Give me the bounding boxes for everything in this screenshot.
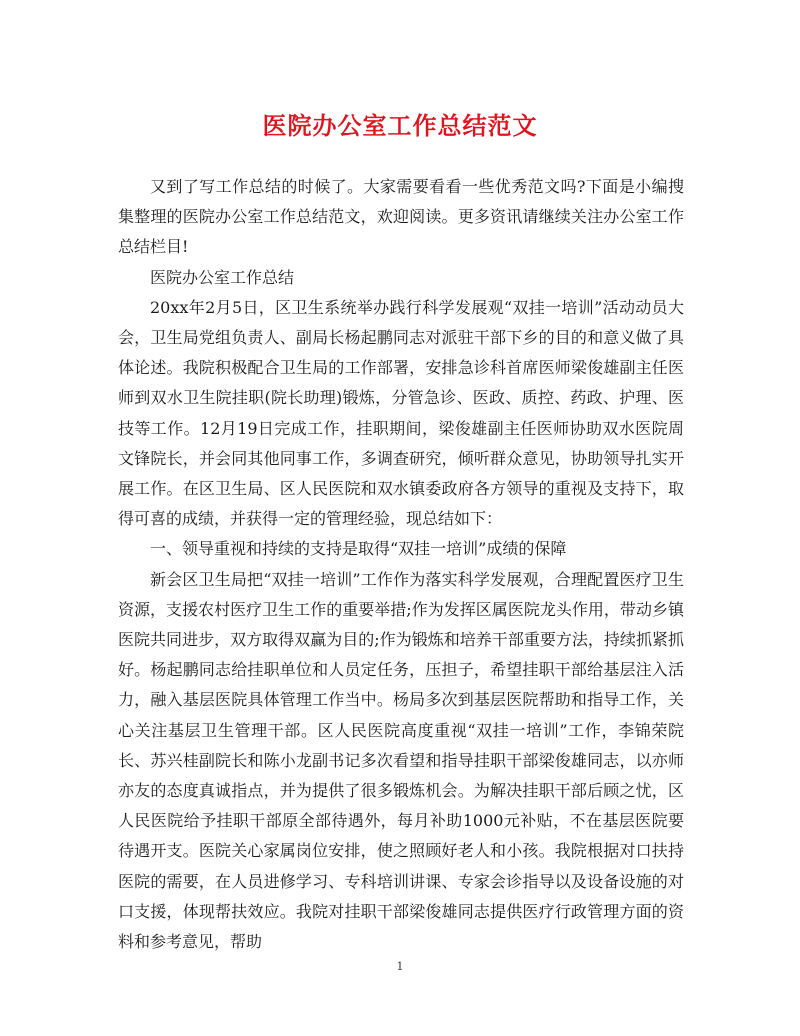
page-number: 1 <box>396 960 404 973</box>
intro-paragraph: 又到了写工作总结的时候了。大家需要看看一些优秀范文吗?下面是小编搜集整理的医院办公室工作总结范文，欢迎阅读。更多资讯请继续关注办公室工作总结栏目! <box>118 177 684 257</box>
section-heading: 医院办公室工作总结 <box>150 267 295 287</box>
document-body <box>118 172 684 957</box>
subsection-heading: 一、领导重视和持续的支持是取得“双挂一培训”成绩的保障 <box>150 539 567 559</box>
body-paragraph: 20xx年2月5日，区卫生系统举办践行科学发展观“双挂一培训”活动动员大会，卫生局党组负责人、副局长杨起鹏同志对派驻干部下乡的目的和意义做了具体论述。我院积极配合卫生局的工作部署，安排急诊科首席医师梁俊雄副主任医师到双水卫生院挂职(院长助理)锻炼，分管急诊、医政、质控、药政、护理、医技等工作。12月19日完成工作，挂职期间，梁俊雄副主任医师协助双水医院周文锋院长，并会同其他同事工作，多调查研究，倾听群众意见，协助领导扎实开展工作。在区卫生局、区人民医院和双水镇委政府各方领导的重视及支持下，取得可喜的成绩，并获得一定的管理经验，现总结如下： <box>118 297 684 529</box>
document-title: 医院办公室工作总结范文 <box>262 111 538 140</box>
body-paragraph: 新会区卫生局把“双挂一培训”工作作为落实科学发展观，合理配置医疗卫生资源，支援农村医疗卫生工作的重要举措;作为发挥区属医院龙头作用，带动乡镇医院共同进步，双方取得双赢为目的;作为锻炼和培养干部重要方法，持续抓紧抓好。杨起鹏同志给挂职单位和人员定任务，压担子，希望挂职干部给基层注入活力，融入基层医院具体管理工作当中。杨局多次到基层医院帮助和指导工作，关心关注基层卫生管理干部。区人民医院高度重视“双挂一培训”工作，李锦荣院长、苏兴桂副院长和陈小龙副书记多次看望和指导挂职干部梁俊雄同志，以亦师亦友的态度真诚指点，并为提供了很多锻炼机会。为解决挂职干部后顾之忧，区人民医院给予挂职干部原全部待遇外，每月补助1000元补贴，不在基层医院要待遇开支。医院关心家属岗位安排，使之照顾好老人和小孩。我院根据对口扶持医院的需要，在人员进修学习、专科培训讲课、专家会诊指导以及设备设施的对口支援，体现帮扶效应。我院对挂职干部梁俊雄同志提供医疗行政管理方面的资料和参考意见，帮助 <box>118 569 684 952</box>
